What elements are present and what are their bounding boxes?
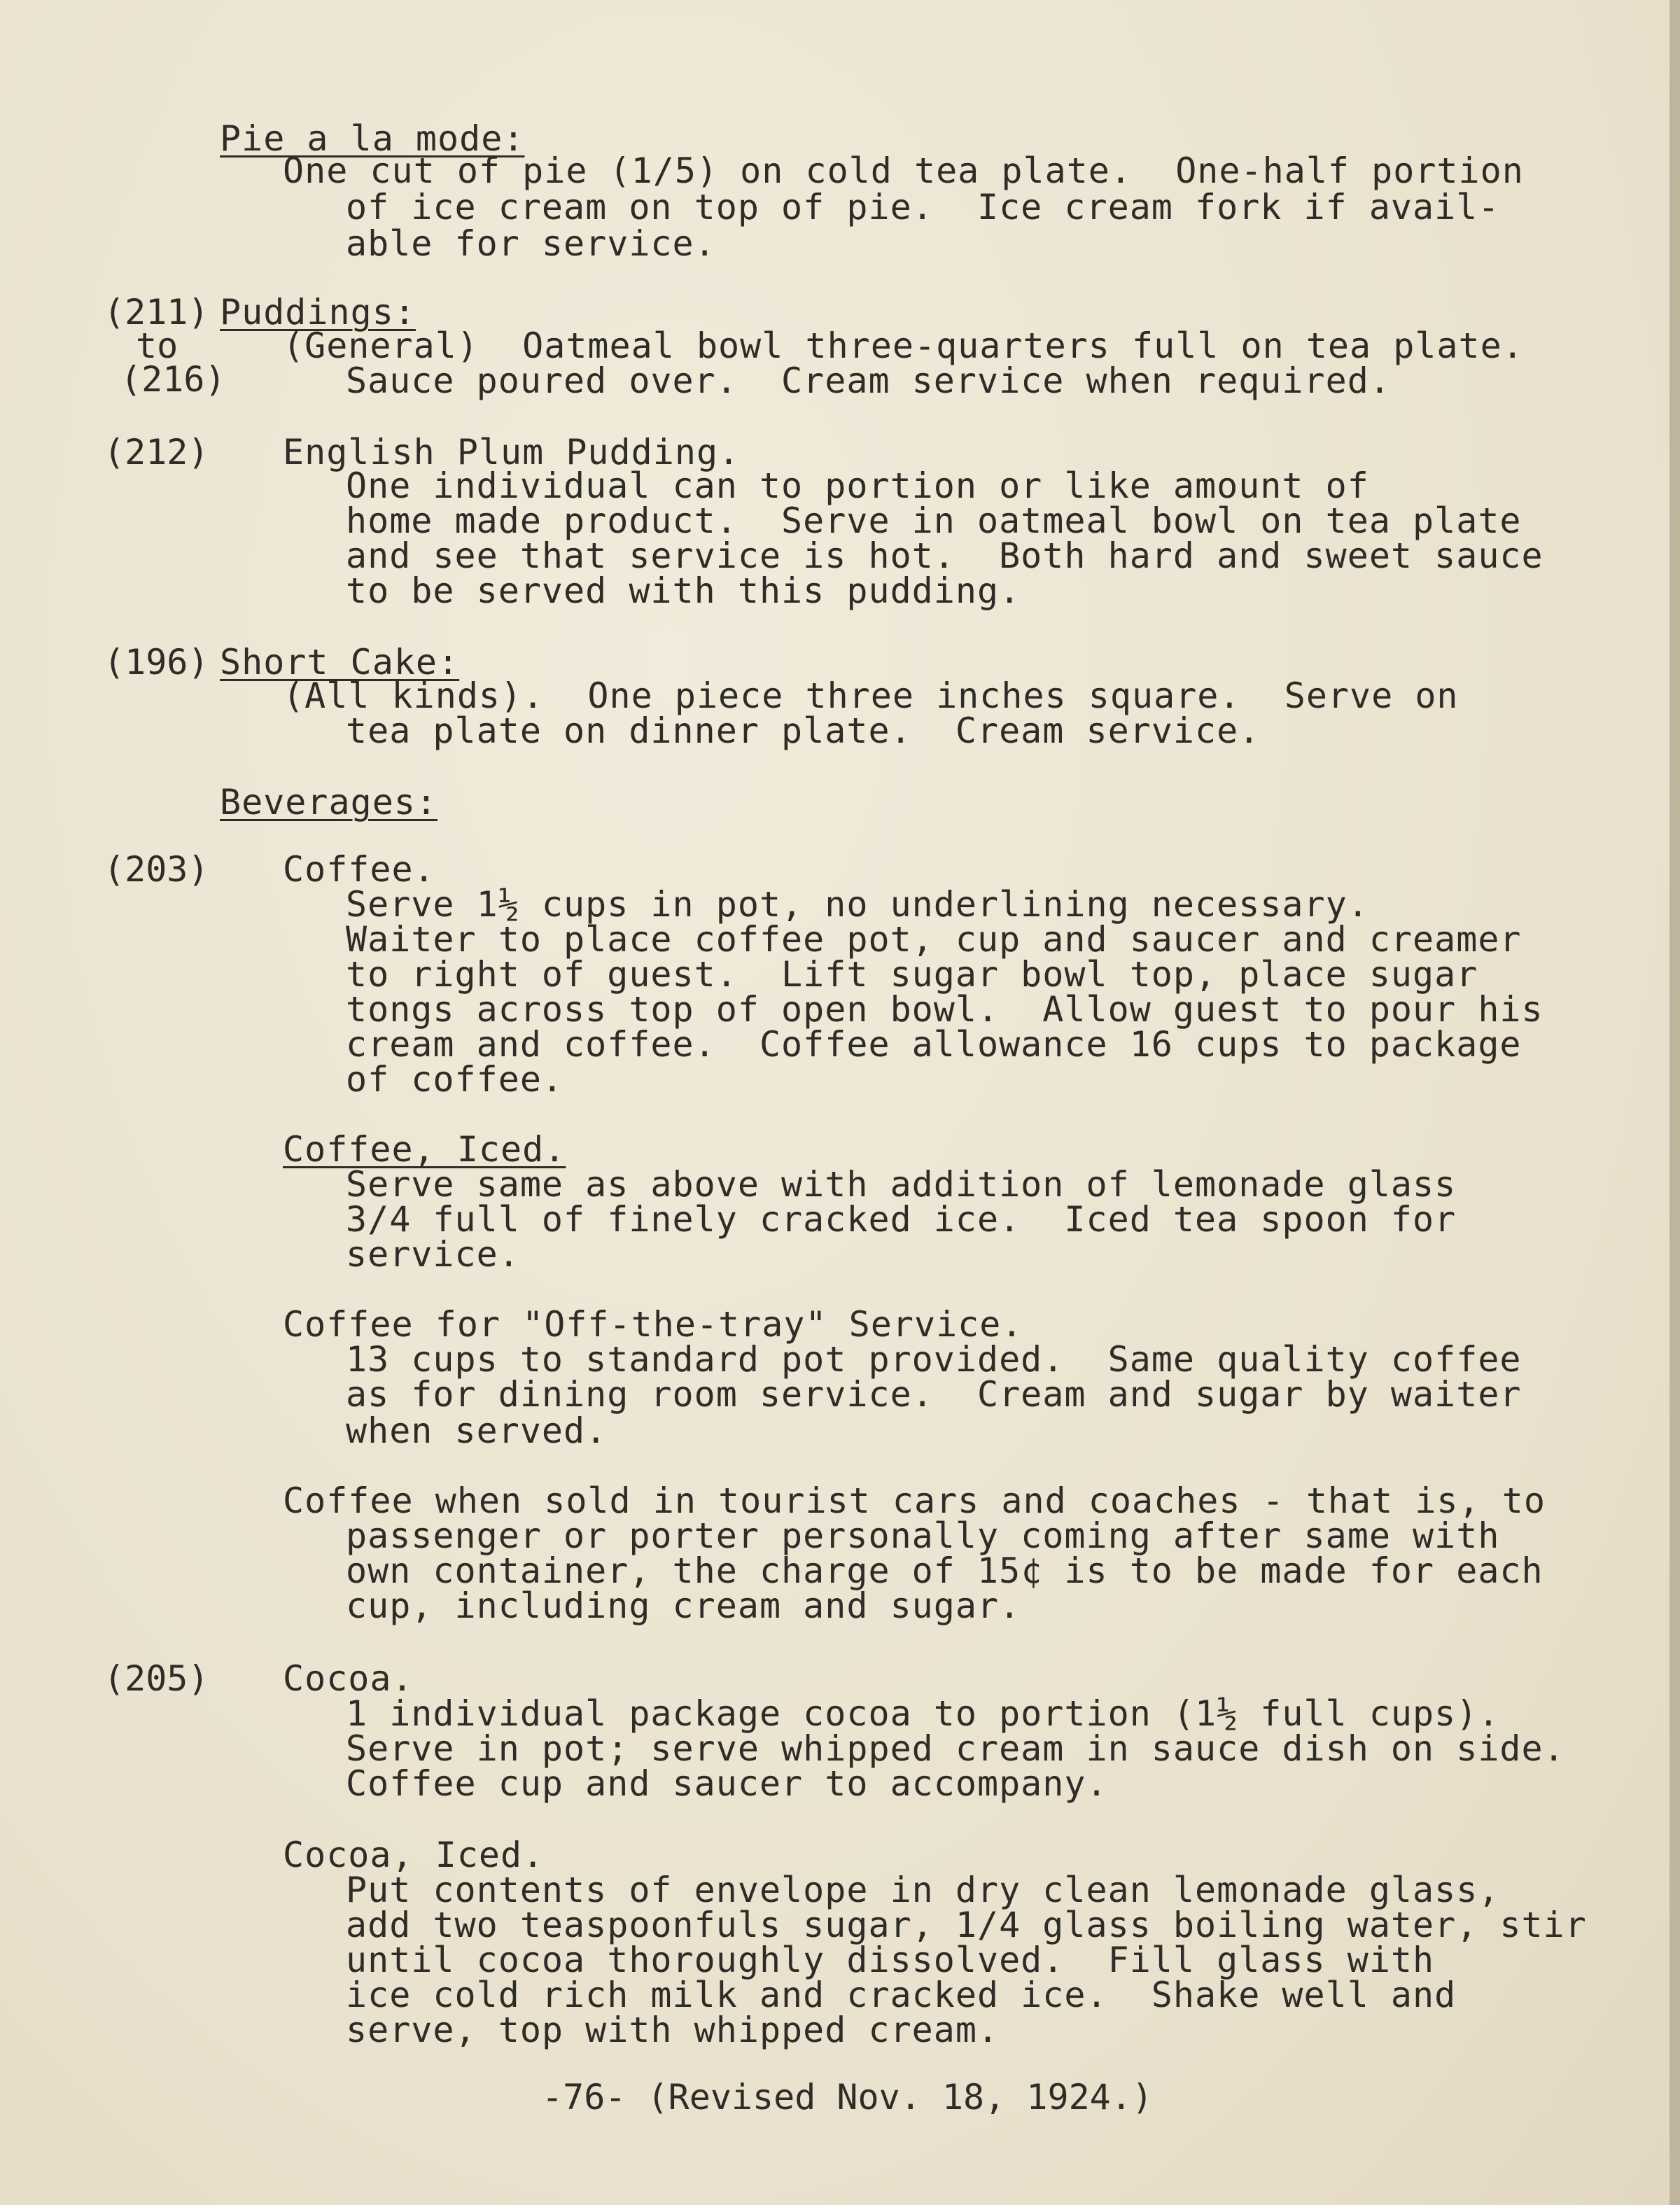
cocoa-line-2: Serve in pot; serve whipped cream in sauce dish on side.: [346, 1728, 1565, 1769]
cocoa-line-1: 1 individual package cocoa to portion (1½ full cups).: [346, 1693, 1500, 1734]
pie-line-3: able for service.: [346, 223, 716, 264]
puddings-line-1: (General) Oatmeal bowl three-quarters full on tea plate.: [283, 326, 1524, 366]
plum-line-1: One individual can to portion or like amount of: [346, 465, 1369, 506]
coffee-tourist-title: Coffee when sold in tourist cars and coaches - that is, to: [283, 1480, 1546, 1521]
coffee-tray-line-2: as for dining room service. Cream and sugar by waiter: [346, 1374, 1522, 1415]
shortcake-heading: Short Cake:: [220, 642, 460, 682]
puddings-heading: Puddings:: [220, 292, 416, 332]
coffee-line-6: of coffee.: [346, 1059, 564, 1100]
coffee-number: (203): [104, 849, 209, 890]
paper-edge: [1670, 0, 1680, 2205]
puddings-number-to: to: [136, 326, 178, 366]
puddings-line-2: Sauce poured over. Cream service when required.: [346, 360, 1391, 401]
coffee-iced-line-2: 3/4 full of finely cracked ice. Iced tea spoon for: [346, 1199, 1457, 1240]
cocoa-iced-title: Cocoa, Iced.: [283, 1835, 545, 1875]
coffee-line-3: to right of guest. Lift sugar bowl top, place sugar: [346, 954, 1478, 995]
cocoa-iced-line-4: ice cold rich milk and cracked ice. Shake well and: [346, 1975, 1457, 2015]
plum-title: English Plum Pudding.: [283, 432, 741, 472]
coffee-iced-title: Coffee, Iced.: [283, 1129, 566, 1170]
pie-heading: Pie a la mode:: [220, 118, 525, 159]
plum-number: (212): [104, 432, 209, 472]
coffee-line-4: tongs across top of open bowl. Allow guest to pour his: [346, 989, 1544, 1030]
shortcake-line-1: (All kinds). One piece three inches square. Serve on: [283, 676, 1459, 716]
cocoa-iced-line-5: serve, top with whipped cream.: [346, 2010, 1000, 2050]
coffee-tourist-line-2: own container, the charge of 15¢ is to be made for each: [346, 1550, 1544, 1591]
coffee-iced-line-1: Serve same as above with addition of lemonade glass: [346, 1164, 1457, 1205]
coffee-tray-title: Coffee for "Off-the-tray" Service.: [283, 1304, 1023, 1345]
beverages-heading: Beverages:: [220, 782, 438, 822]
cocoa-iced-line-1: Put contents of envelope in dry clean lemonade glass,: [346, 1870, 1500, 1910]
coffee-tray-line-1: 13 cups to standard pot provided. Same quality coffee: [346, 1339, 1522, 1380]
coffee-title: Coffee.: [283, 849, 435, 890]
cocoa-iced-line-3: until cocoa thoroughly dissolved. Fill glass with: [346, 1940, 1435, 1980]
shortcake-line-2: tea plate on dinner plate. Cream service.: [346, 710, 1261, 751]
coffee-tourist-line-1: passenger or porter personally coming after same with: [346, 1516, 1500, 1556]
coffee-line-1: Serve 1½ cups in pot, no underlining necessary.: [346, 884, 1369, 925]
shortcake-number: (196): [104, 642, 209, 682]
coffee-tourist-line-3: cup, including cream and sugar.: [346, 1586, 1021, 1626]
plum-line-4: to be served with this pudding.: [346, 570, 1021, 611]
pie-line-1: One cut of pie (1/5) on cold tea plate. One-half portion: [283, 150, 1524, 191]
coffee-line-2: Waiter to place coffee pot, cup and saucer and creamer: [346, 919, 1522, 960]
page-footer: -76- (Revised Nov. 18, 1924.): [542, 2077, 1153, 2118]
coffee-tray-line-3: when served.: [346, 1410, 608, 1451]
cocoa-number: (205): [104, 1658, 209, 1699]
cocoa-line-3: Coffee cup and saucer to accompany.: [346, 1763, 1108, 1804]
cocoa-iced-line-2: add two teaspoonfuls sugar, 1/4 glass boiling water, stir: [346, 1905, 1587, 1945]
coffee-line-5: cream and coffee. Coffee allowance 16 cups to package: [346, 1024, 1522, 1065]
plum-line-2: home made product. Serve in oatmeal bowl on tea plate: [346, 500, 1522, 541]
pie-line-2: of ice cream on top of pie. Ice cream fork if avail-: [346, 187, 1500, 227]
cocoa-title: Cocoa.: [283, 1658, 414, 1699]
puddings-number-end: (216): [120, 359, 226, 400]
plum-line-3: and see that service is hot. Both hard and sweet sauce: [346, 536, 1544, 576]
puddings-number-start: (211): [104, 292, 209, 332]
coffee-iced-line-3: service.: [346, 1234, 520, 1275]
